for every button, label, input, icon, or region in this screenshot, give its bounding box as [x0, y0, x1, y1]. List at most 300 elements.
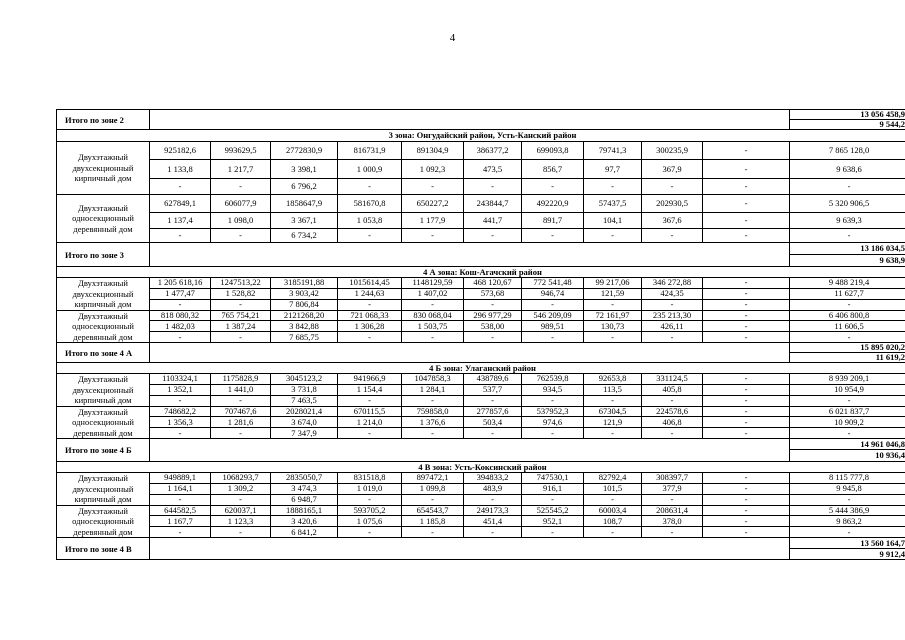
table-cell: - [402, 229, 464, 243]
zone-header-row [57, 267, 905, 278]
table-cell: 1 092,3 [402, 160, 464, 179]
table-cell: 6 734,2 [271, 229, 338, 243]
table-cell: - [522, 527, 584, 538]
table-cell: - [150, 428, 211, 439]
table-cell: 331124,5 [642, 374, 703, 385]
zone-total-unit-cost: 9 638,9 [790, 255, 905, 267]
table-cell: - [703, 428, 790, 439]
table-cell: 3 903,42 [271, 288, 338, 299]
table-cell: 2121268,20 [271, 310, 338, 321]
table-cell: 406,8 [642, 417, 703, 428]
table-cell: - [790, 395, 905, 406]
table-cell: 974,6 [522, 417, 584, 428]
total-spacer-cell [150, 110, 790, 130]
table-cell: 6 841,2 [271, 527, 338, 538]
table-cell: 765 754,21 [211, 310, 271, 321]
table-cell: 831518,8 [338, 473, 402, 484]
table-cell: - [211, 229, 271, 243]
table-cell: - [703, 516, 790, 527]
table-cell: 367,9 [642, 160, 703, 179]
table-cell: 620037,1 [211, 505, 271, 516]
table-cell: 5 320 906,5 [790, 195, 905, 213]
table-cell: - [522, 332, 584, 343]
table-cell: 7 685,75 [271, 332, 338, 343]
table-cell: 3 674,0 [271, 417, 338, 428]
table-cell: 67304,5 [584, 406, 642, 417]
table-cell: 946,74 [522, 288, 584, 299]
table-cell: 97,7 [584, 160, 642, 179]
table-cell: - [703, 179, 790, 195]
table-row [57, 213, 905, 229]
table-cell: 1175828,9 [211, 374, 271, 385]
table-cell: 121,59 [584, 288, 642, 299]
table-cell: - [402, 299, 464, 310]
table-cell: 949889,1 [150, 473, 211, 484]
zone-total-unit-cost: 10 936,4 [790, 450, 905, 462]
table-cell: 92653,8 [584, 374, 642, 385]
table-cell: 581670,8 [338, 195, 402, 213]
table-cell: 6 406 800,8 [790, 310, 905, 321]
table-cell: - [790, 494, 905, 505]
table-cell: - [150, 494, 211, 505]
zone-total-cost: 13 560 164,7 [790, 538, 905, 549]
table-cell: - [522, 395, 584, 406]
table-cell: 546 209,09 [522, 310, 584, 321]
table-cell: - [464, 428, 522, 439]
table-cell: 3 398,1 [271, 160, 338, 179]
table-cell: - [150, 179, 211, 195]
table-row [57, 278, 905, 289]
table-row [57, 332, 905, 343]
table-cell: - [703, 494, 790, 505]
zone-total-row [57, 538, 905, 549]
table-cell: - [464, 332, 522, 343]
table-cell: - [703, 142, 790, 160]
zone-total-unit-cost: 11 619,2 [790, 353, 905, 363]
table-row [57, 321, 905, 332]
table-cell: 1 306,28 [338, 321, 402, 332]
table-cell: 2835050,7 [271, 473, 338, 484]
table-cell: - [703, 395, 790, 406]
table-cell: - [642, 229, 703, 243]
table-cell: - [703, 332, 790, 343]
table-cell: 1 482,03 [150, 321, 211, 332]
table-row [57, 384, 905, 395]
table-cell: - [703, 160, 790, 179]
table-cell: 818 080,32 [150, 310, 211, 321]
house-type-label: Двухэтажный двухсекционный кирпичный дом [57, 278, 150, 311]
table-cell: 224578,6 [642, 406, 703, 417]
table-cell: - [790, 428, 905, 439]
table-cell: 525545,2 [522, 505, 584, 516]
table-cell: 1888165,1 [271, 505, 338, 516]
table-row [57, 516, 905, 527]
table-cell: 670115,5 [338, 406, 402, 417]
table-cell: 5 444 386,9 [790, 505, 905, 516]
table-cell: 7 865 128,0 [790, 142, 905, 160]
table-cell: 3 420,6 [271, 516, 338, 527]
table-cell: - [584, 332, 642, 343]
table-cell: - [211, 332, 271, 343]
table-cell: 10 909,2 [790, 417, 905, 428]
table-cell: 346 272,88 [642, 278, 703, 289]
table-cell: 9 945,8 [790, 483, 905, 494]
table-cell: 426,11 [642, 321, 703, 332]
table-cell: 424,35 [642, 288, 703, 299]
zone-total-cost: 13 186 034,5 [790, 243, 905, 255]
table-cell: 405,8 [642, 384, 703, 395]
table-cell: 8 115 777,8 [790, 473, 905, 484]
table-cell: - [338, 527, 402, 538]
table-cell: 1 154,4 [338, 384, 402, 395]
table-cell: - [402, 494, 464, 505]
table-cell: - [150, 229, 211, 243]
table-row [57, 310, 905, 321]
table-cell: 468 120,67 [464, 278, 522, 289]
table-cell: 644582,5 [150, 505, 211, 516]
table-cell: - [584, 395, 642, 406]
table-cell: 537,7 [464, 384, 522, 395]
table-cell: 6 796,2 [271, 179, 338, 195]
table-cell: 830 068,04 [402, 310, 464, 321]
table-cell: - [703, 483, 790, 494]
table-cell: 1 133,8 [150, 160, 211, 179]
table-cell: 1 503,75 [402, 321, 464, 332]
table-row [57, 160, 905, 179]
table-cell: 1 177,9 [402, 213, 464, 229]
cost-table [56, 109, 905, 560]
table-cell: - [642, 395, 703, 406]
table-cell: 1 000,9 [338, 160, 402, 179]
zone-total-unit-cost: 9 912,4 [790, 549, 905, 560]
table-cell: - [338, 332, 402, 343]
table-cell: 891304,9 [402, 142, 464, 160]
table-cell: - [211, 527, 271, 538]
table-cell: - [642, 332, 703, 343]
table-cell: - [584, 428, 642, 439]
table-cell: 243844,7 [464, 195, 522, 213]
table-cell: - [464, 527, 522, 538]
table-cell: 1 167,7 [150, 516, 211, 527]
table-row [57, 473, 905, 484]
table-cell: - [703, 299, 790, 310]
table-cell: 699093,8 [522, 142, 584, 160]
zone-total-label: Итого по зоне 4 Б [57, 439, 150, 462]
table-cell: 3 731,8 [271, 384, 338, 395]
table-cell: - [338, 428, 402, 439]
table-cell: 627849,1 [150, 195, 211, 213]
zone-total-cost: 13 056 458,9 [790, 110, 905, 120]
zone-title: 4 Б зона: Улаганский район [57, 363, 905, 374]
house-type-label: Двухэтажный односекционный деревянный дом [57, 406, 150, 439]
table-cell: - [464, 299, 522, 310]
table-cell: 916,1 [522, 483, 584, 494]
table-cell: 1 098,0 [211, 213, 271, 229]
table-cell: 473,5 [464, 160, 522, 179]
table-cell: 7 347,9 [271, 428, 338, 439]
table-cell: 573,68 [464, 288, 522, 299]
table-cell: - [703, 310, 790, 321]
table-cell: - [703, 384, 790, 395]
table-cell: 9 638,6 [790, 160, 905, 179]
table-cell: 121,9 [584, 417, 642, 428]
table-cell: 377,9 [642, 483, 703, 494]
table-cell: 1047858,3 [402, 374, 464, 385]
table-cell: 1 185,8 [402, 516, 464, 527]
page-number: 4 [449, 32, 456, 44]
table-cell: 650227,2 [402, 195, 464, 213]
zone-title: 3 зона: Онгудайский район, Усть-Канский район [57, 130, 905, 142]
table-cell: - [584, 179, 642, 195]
table-cell: 1858647,9 [271, 195, 338, 213]
total-spacer-cell [150, 343, 790, 363]
table-cell: 3 367,1 [271, 213, 338, 229]
table-row [57, 428, 905, 439]
table-cell: 378,0 [642, 516, 703, 527]
zone-total-row [57, 439, 905, 450]
table-cell: 1 309,2 [211, 483, 271, 494]
table-cell: 308397,7 [642, 473, 703, 484]
table-cell: 538,00 [464, 321, 522, 332]
table-cell: 1 387,24 [211, 321, 271, 332]
table-cell: - [790, 229, 905, 243]
table-cell: - [522, 299, 584, 310]
table-cell: - [703, 417, 790, 428]
zone-total-row [57, 343, 905, 353]
table-cell: - [338, 229, 402, 243]
table-cell: 249173,3 [464, 505, 522, 516]
zone-total-row [57, 110, 905, 120]
table-cell: 891,7 [522, 213, 584, 229]
total-spacer-cell [150, 243, 790, 267]
table-row [57, 288, 905, 299]
table-cell: 747530,1 [522, 473, 584, 484]
zone-total-label: Итого по зоне 4 А [57, 343, 150, 363]
table-row [57, 395, 905, 406]
table-cell: - [703, 213, 790, 229]
table-cell: 593705,2 [338, 505, 402, 516]
table-cell: 1 075,6 [338, 516, 402, 527]
table-cell: - [790, 179, 905, 195]
table-cell: 11 606,5 [790, 321, 905, 332]
table-cell: 296 977,29 [464, 310, 522, 321]
table-cell: - [522, 494, 584, 505]
house-type-label: Двухэтажный двухсекционный кирпичный дом [57, 142, 150, 195]
table-cell: 1 099,8 [402, 483, 464, 494]
table-row [57, 179, 905, 195]
table-cell: - [464, 179, 522, 195]
table-cell: 1 164,1 [150, 483, 211, 494]
table-cell: - [790, 299, 905, 310]
table-cell: - [522, 179, 584, 195]
table-cell: 3 842,88 [271, 321, 338, 332]
table-cell: 762539,8 [522, 374, 584, 385]
table-cell: 1103324,1 [150, 374, 211, 385]
table-cell: - [703, 527, 790, 538]
table-cell: 235 213,30 [642, 310, 703, 321]
table-cell: 113,5 [584, 384, 642, 395]
table-cell: 99 217,06 [584, 278, 642, 289]
table-cell: 441,7 [464, 213, 522, 229]
table-cell: - [584, 229, 642, 243]
table-cell: 1 284,1 [402, 384, 464, 395]
table-cell: 72 161,97 [584, 310, 642, 321]
zone-total-row [57, 243, 905, 255]
table-row [57, 417, 905, 428]
table-cell: - [703, 505, 790, 516]
table-cell: - [150, 332, 211, 343]
table-cell: 130,73 [584, 321, 642, 332]
table-cell: 7 463,5 [271, 395, 338, 406]
table-cell: 1 217,7 [211, 160, 271, 179]
table-cell: - [642, 527, 703, 538]
table-cell: 277857,6 [464, 406, 522, 417]
table-cell: 9 639,3 [790, 213, 905, 229]
table-cell: - [703, 374, 790, 385]
table-cell: - [703, 288, 790, 299]
table-cell: 9 863,2 [790, 516, 905, 527]
table-cell: - [703, 406, 790, 417]
table-cell: 6 021 837,7 [790, 406, 905, 417]
table-cell: - [464, 494, 522, 505]
table-cell: 11 627,7 [790, 288, 905, 299]
table-cell: 3 474,3 [271, 483, 338, 494]
table-cell: 9 488 219,4 [790, 278, 905, 289]
table-row [57, 494, 905, 505]
zone-total-label: Итого по зоне 4 В [57, 538, 150, 560]
house-type-label: Двухэтажный односекционный деревянный дом [57, 310, 150, 343]
table-cell: 483,9 [464, 483, 522, 494]
table-cell: 759858,0 [402, 406, 464, 417]
table-cell: 1 053,8 [338, 213, 402, 229]
zone-header-row [57, 363, 905, 374]
zone-header-row [57, 462, 905, 473]
table-cell: 2772830,9 [271, 142, 338, 160]
table-cell: 993629,5 [211, 142, 271, 160]
table-cell: - [522, 229, 584, 243]
table-cell: 492220,9 [522, 195, 584, 213]
table-cell: 537952,3 [522, 406, 584, 417]
table-cell: 1 137,4 [150, 213, 211, 229]
table-cell: - [338, 179, 402, 195]
table-cell: 108,7 [584, 516, 642, 527]
table-cell: - [584, 299, 642, 310]
table-cell: 707467,6 [211, 406, 271, 417]
table-cell: 748682,2 [150, 406, 211, 417]
table-cell: 1 528,82 [211, 288, 271, 299]
table-cell: 816731,9 [338, 142, 402, 160]
table-cell: - [211, 494, 271, 505]
table-cell: - [642, 299, 703, 310]
table-cell: 721 068,33 [338, 310, 402, 321]
table-cell: - [150, 395, 211, 406]
table-row [57, 229, 905, 243]
table-cell: - [703, 473, 790, 484]
table-cell: 1015614,45 [338, 278, 402, 289]
table-cell: 1 352,1 [150, 384, 211, 395]
table-row [57, 374, 905, 385]
table-cell: 1 441,0 [211, 384, 271, 395]
table-cell: 1 244,63 [338, 288, 402, 299]
table-cell: 856,7 [522, 160, 584, 179]
table-cell: - [703, 195, 790, 213]
table-cell: - [703, 321, 790, 332]
table-cell: 7 806,84 [271, 299, 338, 310]
table-cell: 8 939 209,1 [790, 374, 905, 385]
table-cell: 82792,4 [584, 473, 642, 484]
table-cell: 654543,7 [402, 505, 464, 516]
table-cell: 1 019,0 [338, 483, 402, 494]
zone-total-cost: 15 895 020,2 [790, 343, 905, 353]
table-cell: - [211, 395, 271, 406]
table-row [57, 483, 905, 494]
total-spacer-cell [150, 439, 790, 462]
table-cell: 1247513,22 [211, 278, 271, 289]
table-cell: 104,1 [584, 213, 642, 229]
table-cell: 57437,5 [584, 195, 642, 213]
house-type-label: Двухэтажный односекционный деревянный дом [57, 195, 150, 243]
table-cell: - [402, 395, 464, 406]
table-cell: 897472,1 [402, 473, 464, 484]
table-row [57, 299, 905, 310]
table-cell: - [790, 332, 905, 343]
table-cell: 989,51 [522, 321, 584, 332]
house-type-label: Двухэтажный односекционный деревянный дом [57, 505, 150, 538]
table-cell: - [150, 527, 211, 538]
table-cell: 438789,6 [464, 374, 522, 385]
table-cell: 1 205 618,16 [150, 278, 211, 289]
table-row [57, 505, 905, 516]
table-cell: - [211, 179, 271, 195]
table-cell: - [338, 494, 402, 505]
table-cell: 503,4 [464, 417, 522, 428]
table-cell: 451,4 [464, 516, 522, 527]
house-type-label: Двухэтажный двухсекционный кирпичный дом [57, 473, 150, 506]
table-row [57, 406, 905, 417]
table-cell: - [522, 428, 584, 439]
table-cell: - [338, 299, 402, 310]
table-cell: 3045123,2 [271, 374, 338, 385]
table-cell: 3185191,88 [271, 278, 338, 289]
table-cell: - [211, 428, 271, 439]
table-row [57, 195, 905, 213]
table-cell: 10 954,9 [790, 384, 905, 395]
zone-total-cost: 14 961 046,8 [790, 439, 905, 450]
table-cell: - [584, 527, 642, 538]
table-cell: 6 948,7 [271, 494, 338, 505]
table-cell: 394833,2 [464, 473, 522, 484]
table-row [57, 142, 905, 160]
table-cell: - [402, 179, 464, 195]
table-cell: - [642, 179, 703, 195]
table-cell: - [703, 278, 790, 289]
table-cell: 925182,6 [150, 142, 211, 160]
table-cell: - [402, 527, 464, 538]
table-cell: 2028021,4 [271, 406, 338, 417]
table-cell: 772 541,48 [522, 278, 584, 289]
table-cell: 1 123,3 [211, 516, 271, 527]
zone-total-label: Итого по зоне 3 [57, 243, 150, 267]
table-cell: 386377,2 [464, 142, 522, 160]
table-cell: 1 407,02 [402, 288, 464, 299]
table-cell: 1 214,0 [338, 417, 402, 428]
table-cell: 934,5 [522, 384, 584, 395]
table-cell: - [703, 229, 790, 243]
total-spacer-cell [150, 538, 790, 560]
house-type-label: Двухэтажный двухсекционный кирпичный дом [57, 374, 150, 407]
table-cell: - [150, 299, 211, 310]
table-cell: - [464, 229, 522, 243]
